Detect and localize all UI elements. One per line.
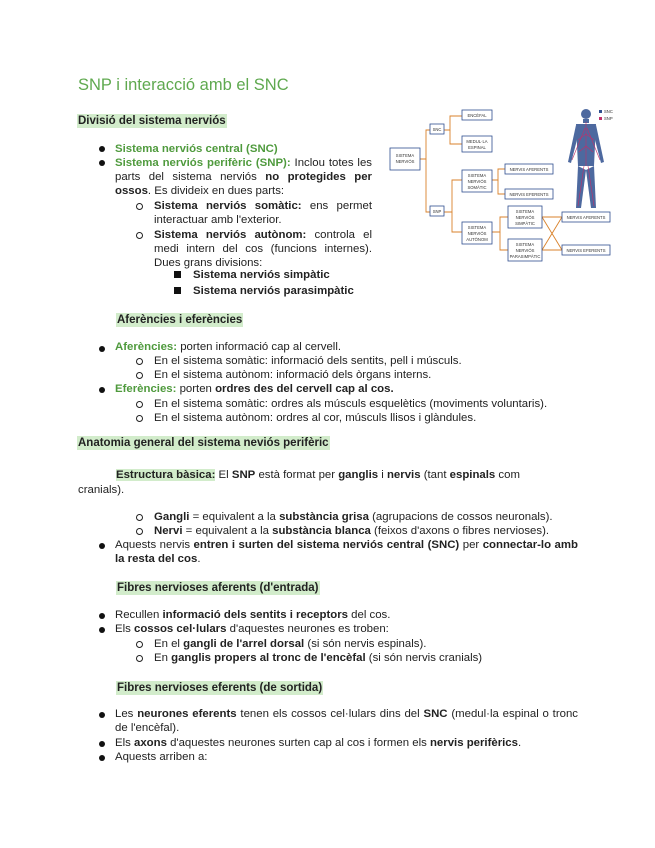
diagram-autonom-label: NERVIÓS xyxy=(467,231,487,236)
bullet xyxy=(99,346,105,352)
section-heading-division: Divisió del sistema nerviós xyxy=(78,115,226,127)
diagram-parasimpatic-label: SISTEMA xyxy=(515,242,535,247)
diagram-simpatic-label: SISTEMA xyxy=(515,209,535,214)
diagram-parasimpatic-label: PARASIMPÀTIC xyxy=(509,254,541,259)
diagram-autonom-label: AUTÒNOM xyxy=(466,237,488,242)
diagram-encefal-label: ENCÈFAL xyxy=(467,113,487,118)
list-item: Els axons d'aquestes neurones surten cap al cos i formen els nervis perifèrics. xyxy=(115,737,522,749)
list-item: Gangli = equivalent a la substància grisa (agrupacions de cossos neuronals). xyxy=(154,511,553,523)
list-item: Eferències: porten ordres des del cervell cap al cos. xyxy=(115,383,394,395)
bullet xyxy=(99,146,105,152)
legend-snp-label: SNP xyxy=(604,116,613,121)
sub-bullet xyxy=(136,401,143,408)
sub-bullet xyxy=(136,415,143,422)
page-title: SNP i interacció amb el SNC xyxy=(78,76,289,94)
subheading-aferents: Fibres nervioses aferents (d'entrada) xyxy=(117,582,319,594)
list-item: Sistema nerviós somàtic: ens permet interactuar amb l'exterior. xyxy=(154,200,372,227)
diagram-eferents-label: NERVIS EFERENTS xyxy=(509,192,549,197)
list-item: Sistema nerviós autònom: controla el medi intern del cos (funcions internes). Dues grans divisions: xyxy=(154,229,373,270)
sub-bullet xyxy=(136,203,143,210)
list-item: Les neurones eferents tenen els cossos cel·lulars dins del SNC (medul·la espinal o tronc de l'encèfal). xyxy=(115,708,579,735)
diagram-autonom-label: SISTEMA xyxy=(467,225,487,230)
diagram-eferents-label: NERVIS EFERENTS xyxy=(566,248,606,253)
list-item: En el sistema autònom: ordres al cor, músculs llisos i glàndules. xyxy=(154,412,477,424)
list-item: Aquests arriben a: xyxy=(115,751,208,763)
list-item: Sistema nerviós perifèric (SNP): Inclou totes les parts del sistema nerviós no protegides per ossos. Es divideix en dues parts: xyxy=(115,157,372,198)
diagram-root-label: SISTEMA xyxy=(395,153,415,158)
bullet xyxy=(99,755,105,761)
bullet xyxy=(99,387,105,393)
bullet xyxy=(99,627,105,633)
list-item: Sistema nerviós simpàtic xyxy=(193,269,330,281)
list-item: Sistema nerviós parasimpàtic xyxy=(193,285,354,297)
diagram-simpatic-label: NERVIÓS xyxy=(515,215,535,220)
diagram-snc-label: SNC xyxy=(432,127,442,132)
square-bullet xyxy=(174,271,181,278)
nervous-system-diagram xyxy=(388,104,622,264)
list-item: Recullen informació dels sentits i receptors del cos. xyxy=(115,609,391,621)
sub-bullet xyxy=(136,232,143,239)
sub-bullet xyxy=(136,372,143,379)
list-item: En el sistema autònom: informació dels òrgans interns. xyxy=(154,369,432,381)
diagram-simpatic-label: SIMPÀTIC xyxy=(515,221,535,226)
sub-bullet xyxy=(136,655,143,662)
sub-bullet xyxy=(136,641,143,648)
bullet xyxy=(99,160,105,166)
diagram-medul-label: ESPINAL xyxy=(468,145,486,150)
diagram-snp-label: SNP xyxy=(432,209,442,214)
list-item: Aquests nervis entren i surten del sistema nerviós central (SNC) per connectar-lo amb la resta del cos. xyxy=(115,539,578,566)
diagram-parasimpatic-label: NERVIÓS xyxy=(515,248,535,253)
sub-bullet xyxy=(136,514,143,521)
square-bullet xyxy=(174,287,181,294)
diagram-root-label: NERVIÓS xyxy=(395,159,415,164)
legend-snc-swatch xyxy=(599,110,602,113)
diagram-somatic-label: NERVIÓS xyxy=(467,179,487,184)
diagram-somatic-label: SISTEMA xyxy=(467,173,487,178)
subheading-eferents: Fibres nervioses eferents (de sortida) xyxy=(117,682,323,694)
list-item: En el sistema somàtic: ordres als músculs esquelètics (moviments voluntaris). xyxy=(154,398,548,410)
subheading-aferencies: Aferències i eferències xyxy=(117,314,243,326)
list-item: Els cossos cel·lulars d'aquestes neurones es troben: xyxy=(115,623,389,635)
bullet xyxy=(99,712,105,718)
diagram-aferents-label: NERVIS AFERENTS xyxy=(509,167,549,172)
diagram-somatic-label: SOMÀTIC xyxy=(467,185,487,190)
list-item: En el sistema somàtic: informació dels sentits, pell i músculs. xyxy=(154,355,462,367)
sub-bullet xyxy=(136,358,143,365)
sub-bullet xyxy=(136,528,143,535)
bullet xyxy=(99,543,105,549)
legend-snp-swatch xyxy=(599,117,602,120)
diagram-aferents-label: NERVIS AFERENTS xyxy=(566,215,606,220)
bullet xyxy=(99,613,105,619)
list-item: Sistema nerviós central (SNC) xyxy=(115,143,278,155)
paragraph-estructura: Estructura bàsica: El SNP està format per ganglis i nervis (tant espinals com xyxy=(116,469,520,481)
list-item: En el gangli de l'arrel dorsal (si són nervis espinals). xyxy=(154,638,427,650)
list-item: Nervi = equivalent a la substància blanca (feixos d'axons o fibres nervioses). xyxy=(154,525,550,537)
section-heading-anatomia: Anatomia general del sistema neviós perifèric xyxy=(78,437,329,449)
legend-snc-label: SNC xyxy=(604,109,613,114)
paragraph-estructura-cont: cranials). xyxy=(78,484,125,496)
list-item: Aferències: porten informació cap al cervell. xyxy=(115,341,342,353)
diagram-medul-label: MEDUL·LA xyxy=(466,139,488,144)
bullet xyxy=(99,741,105,747)
list-item: En ganglis propers al tronc de l'encèfal (si són nervis cranials) xyxy=(154,652,483,664)
